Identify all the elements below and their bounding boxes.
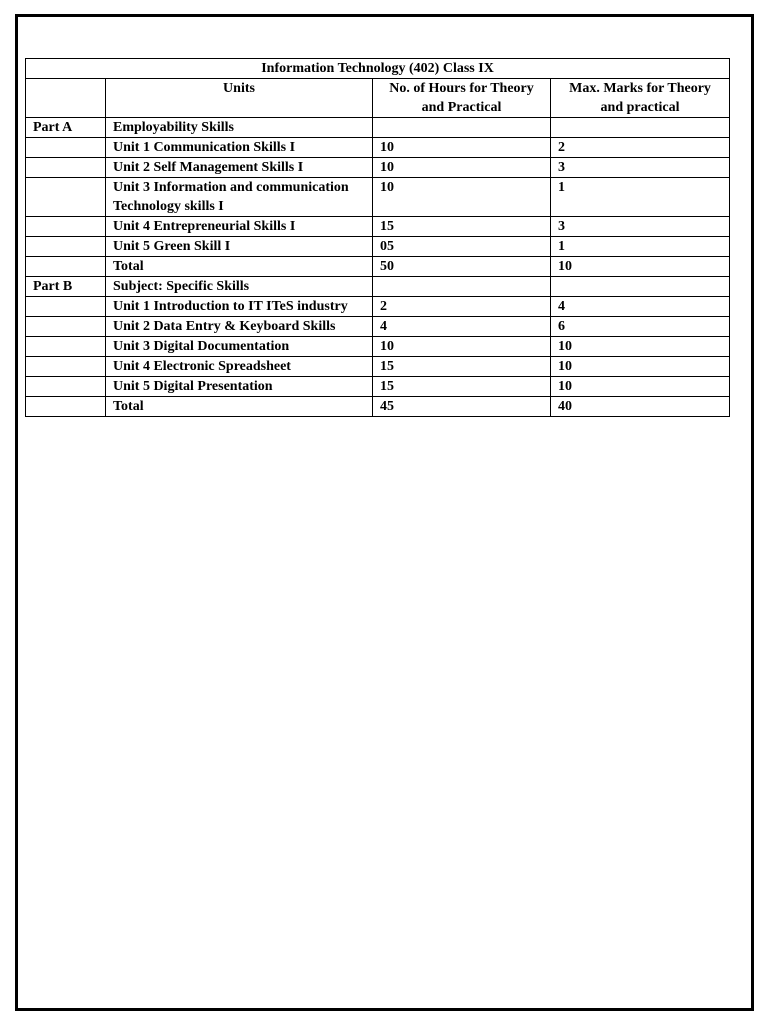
- marks-cell: 3: [551, 217, 730, 237]
- table-header-row: [26, 79, 730, 118]
- table-row: [26, 277, 730, 297]
- marks-cell: 6: [551, 317, 730, 337]
- table-row: [26, 377, 730, 397]
- part-cell: [26, 257, 106, 277]
- part-cell: Part A: [26, 118, 106, 138]
- table-row: [26, 237, 730, 257]
- header-hours: No. of Hours for Theory and Practical: [373, 79, 551, 118]
- unit-cell: Unit 5 Green Skill I: [106, 237, 373, 257]
- part-cell: [26, 178, 106, 217]
- marks-cell: 10: [551, 357, 730, 377]
- marks-cell: 1: [551, 237, 730, 257]
- hours-cell: 45: [373, 397, 551, 417]
- marks-cell: 3: [551, 158, 730, 178]
- syllabus-table: [25, 58, 730, 417]
- marks-cell: [551, 277, 730, 297]
- hours-cell: 15: [373, 357, 551, 377]
- unit-cell: Total: [106, 257, 373, 277]
- part-cell: [26, 217, 106, 237]
- table-row: [26, 257, 730, 277]
- part-cell: [26, 158, 106, 178]
- unit-cell: Subject: Specific Skills: [106, 277, 373, 297]
- marks-cell: 40: [551, 397, 730, 417]
- unit-cell: Unit 5 Digital Presentation: [106, 377, 373, 397]
- marks-cell: 10: [551, 337, 730, 357]
- hours-cell: 15: [373, 377, 551, 397]
- hours-cell: 05: [373, 237, 551, 257]
- unit-cell: Unit 1 Introduction to IT ITeS industry: [106, 297, 373, 317]
- hours-cell: 10: [373, 138, 551, 158]
- table-row: [26, 217, 730, 237]
- header-part: [26, 79, 106, 118]
- unit-cell: Unit 1 Communication Skills I: [106, 138, 373, 158]
- table-body: [26, 118, 730, 417]
- table-row: [26, 138, 730, 158]
- part-cell: [26, 337, 106, 357]
- hours-cell: [373, 277, 551, 297]
- hours-cell: 2: [373, 297, 551, 317]
- unit-cell: Unit 3 Digital Documentation: [106, 337, 373, 357]
- hours-cell: 50: [373, 257, 551, 277]
- unit-cell: Unit 3 Information and communication Technology skills I: [106, 178, 373, 217]
- hours-cell: 10: [373, 158, 551, 178]
- table-row: [26, 297, 730, 317]
- table-row: [26, 397, 730, 417]
- part-cell: [26, 138, 106, 158]
- hours-cell: 10: [373, 178, 551, 217]
- table-row: [26, 337, 730, 357]
- table-row: [26, 317, 730, 337]
- part-cell: [26, 297, 106, 317]
- part-cell: [26, 237, 106, 257]
- table-row: [26, 357, 730, 377]
- table-title: Information Technology (402) Class IX: [26, 59, 730, 79]
- unit-cell: Unit 2 Self Management Skills I: [106, 158, 373, 178]
- header-units: Units: [106, 79, 373, 118]
- table-row: [26, 158, 730, 178]
- hours-cell: 10: [373, 337, 551, 357]
- table-title-row: [26, 59, 730, 79]
- marks-cell: 10: [551, 377, 730, 397]
- part-cell: Part B: [26, 277, 106, 297]
- part-cell: [26, 377, 106, 397]
- marks-cell: 10: [551, 257, 730, 277]
- marks-cell: 4: [551, 297, 730, 317]
- hours-cell: [373, 118, 551, 138]
- table-row: [26, 178, 730, 217]
- header-marks: Max. Marks for Theory and practical: [551, 79, 730, 118]
- unit-cell: Total: [106, 397, 373, 417]
- marks-cell: [551, 118, 730, 138]
- unit-cell: Unit 4 Entrepreneurial Skills I: [106, 217, 373, 237]
- hours-cell: 4: [373, 317, 551, 337]
- marks-cell: 2: [551, 138, 730, 158]
- hours-cell: 15: [373, 217, 551, 237]
- part-cell: [26, 317, 106, 337]
- unit-cell: Unit 2 Data Entry & Keyboard Skills: [106, 317, 373, 337]
- table-row: [26, 118, 730, 138]
- unit-cell: Unit 4 Electronic Spreadsheet: [106, 357, 373, 377]
- part-cell: [26, 357, 106, 377]
- part-cell: [26, 397, 106, 417]
- unit-cell: Employability Skills: [106, 118, 373, 138]
- marks-cell: 1: [551, 178, 730, 217]
